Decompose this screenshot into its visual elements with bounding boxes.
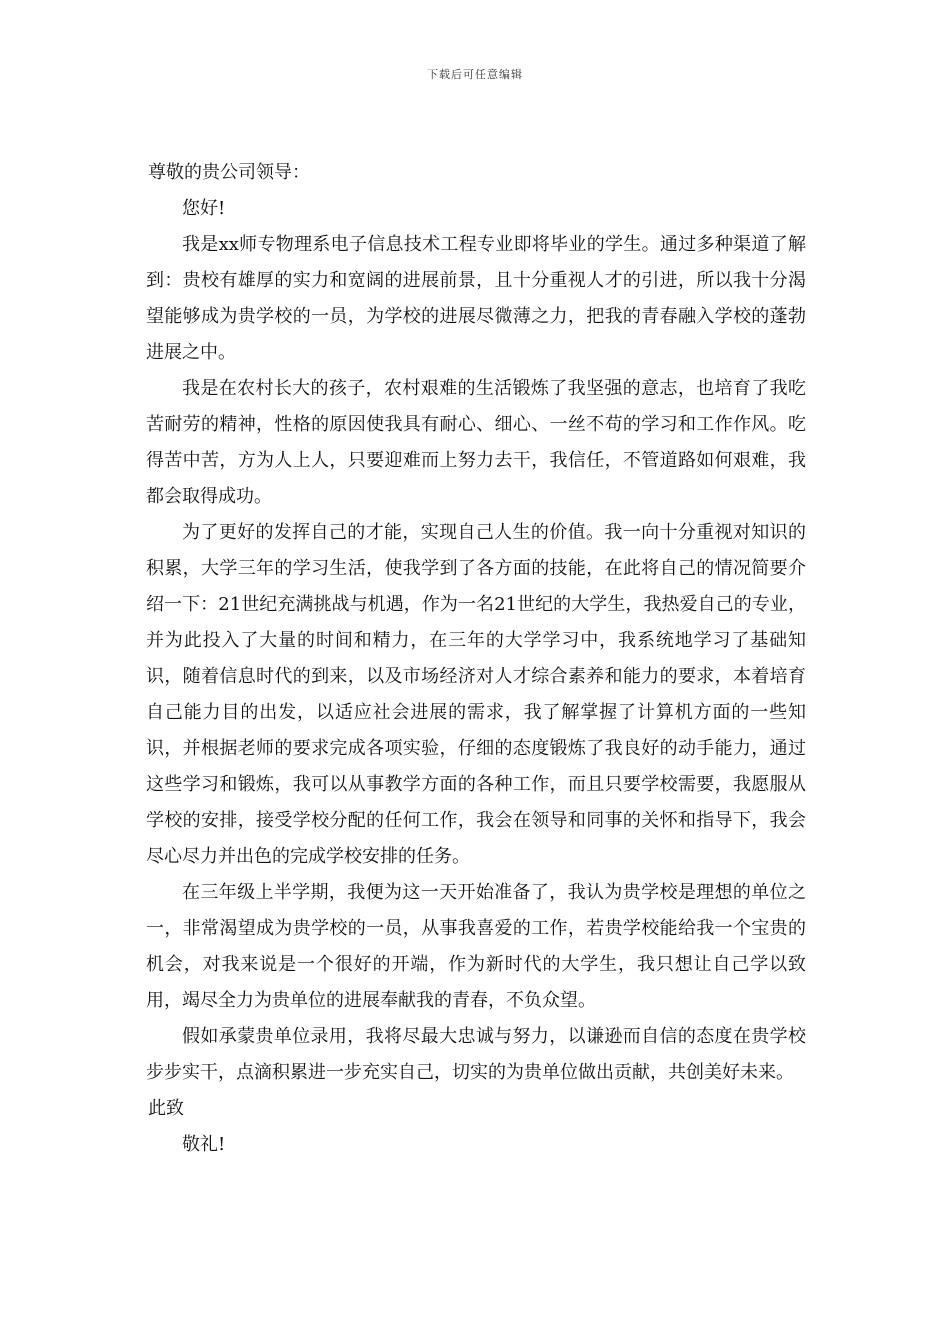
salutation: 尊敬的贵公司领导： xyxy=(148,162,310,183)
header-note: 下载后可任意编辑 xyxy=(427,68,523,81)
paragraph-background: 我是在农村长大的孩子，农村艰难的生活锻炼了我坚强的意志，也培育了我吃苦耐劳的精神，性格的原因使我具有耐心、细心、一丝不苟的学习和工作作风。吃得苦中苦，方为人上人，只要迎难而上努力去干，我信任，不管道路如何艰难，我都会取得成功。 xyxy=(146,378,806,507)
letter-body xyxy=(146,155,806,1163)
greeting: 您好! xyxy=(182,198,226,219)
regards: 敬礼! xyxy=(182,1134,226,1155)
closing: 此致 xyxy=(148,1098,184,1119)
paragraph-intro: 我是xx师专物理系电子信息技术工程专业即将毕业的学生。通过多种渠道了解到：贵校有雄厚的实力和宽阔的进展前景，且十分重视人才的引进，所以我十分渴望能够成为贵学校的一员，为学校的进展尽微薄之力，把我的青春融入学校的蓬勃进展之中。 xyxy=(146,234,806,363)
paragraph-commitment: 假如承蒙贵单位录用，我将尽最大忠诚与努力，以谦逊而自信的态度在贵学校步步实干，点滴积累进一步充实自己，切实的为贵单位做出贡献，共创美好未来。 xyxy=(146,1026,806,1083)
paragraph-aspiration: 在三年级上半学期，我便为这一天开始准备了，我认为贵学校是理想的单位之一，非常渴望成为贵学校的一员，从事我喜爱的工作，若贵学校能给我一个宝贵的机会，对我来说是一个很好的开端，作为新时代的大学生，我只想让自己学以致用，竭尽全力为贵单位的进展奉献我的青春，不负众望。 xyxy=(146,882,806,1011)
paragraph-education: 为了更好的发挥自己的才能，实现自己人生的价值。我一向十分重视对知识的积累，大学三年的学习生活，使我学到了各方面的技能，在此将自己的情况简要介绍一下：21世纪充满挑战与机遇，作为一名21世纪的大学生，我热爱自己的专业，并为此投入了大量的时间和精力，在三年的大学学习中，我系统地学习了基础知识，随着信息时代的到来，以及市场经济对人才综合素养和能力的要求，本着培育自己能力目的出发，以适应社会进展的需求，我了解掌握了计算机方面的一些知识，并根据老师的要求完成各项实验，仔细的态度锻炼了我良好的动手能力，通过这些学习和锻炼，我可以从事教学方面的各种工作，而且只要学校需要，我愿服从学校的安排，接受学校分配的任何工作，我会在领导和同事的关怀和指导下，我会尽心尽力并出色的完成学校安排的任务。 xyxy=(146,522,806,867)
